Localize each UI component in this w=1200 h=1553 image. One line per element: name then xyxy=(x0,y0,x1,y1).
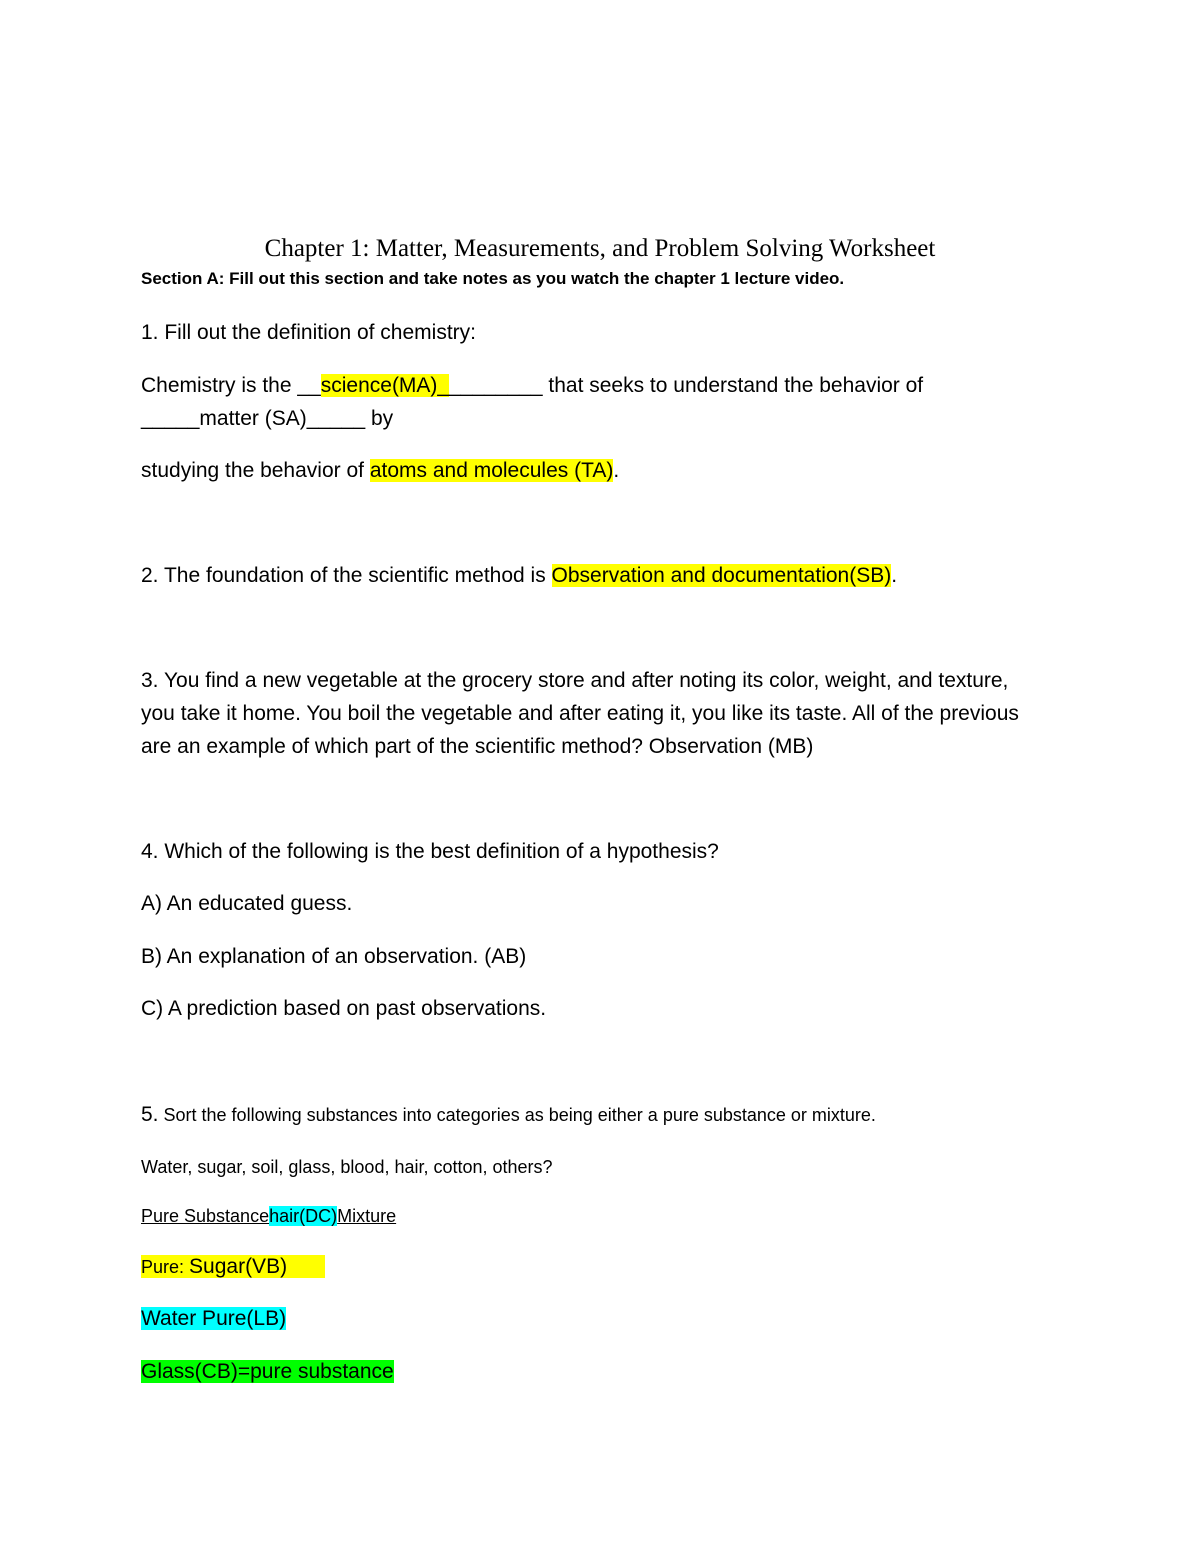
q2-post: . xyxy=(891,564,898,587)
q5-pure-highlight xyxy=(141,1255,325,1278)
q5-glass-row xyxy=(141,1359,394,1385)
q4-option-b: B) An explanation of an observation. (AB) xyxy=(141,945,527,968)
q1-answer-science: science(MA)_ xyxy=(320,374,450,397)
q4-option-c: C) A prediction based on past observations. xyxy=(141,997,547,1020)
q5-number: 5. xyxy=(141,1103,159,1126)
q5-pure-answer: Sugar(VB) xyxy=(189,1255,288,1278)
q5-header-pure: Pure Substance xyxy=(141,1206,270,1226)
q1-prompt: 1. Fill out the definition of chemistry: xyxy=(141,321,476,344)
q4-option-a: A) An educated guess. xyxy=(141,892,353,915)
q5-pure-label: Pure: xyxy=(141,1257,190,1277)
q4-prompt: 4. Which of the following is the best definition of a hypothesis? xyxy=(141,840,719,863)
q2-pre: 2. The foundation of the scientific method is xyxy=(141,564,552,587)
q5-header-mixture: Mixture xyxy=(337,1206,397,1226)
q1-line-2: _____matter (SA)_____ by xyxy=(141,407,394,430)
q5-prompt-line xyxy=(141,1102,876,1128)
section-a-instructions: Section A: Fill out this section and take notes as you watch the chapter 1 lecture video. xyxy=(141,269,845,288)
q5-glass-answer: Glass(CB)=pure substance xyxy=(141,1360,394,1383)
q5-substance-list: Water, sugar, soil, glass, blood, hair, cotton, others? xyxy=(141,1157,553,1177)
q1-line3-post: . xyxy=(613,459,620,482)
q5-pure-row xyxy=(141,1254,325,1280)
q3-line-3: are an example of which part of the scientific method? Observation (MB) xyxy=(141,735,814,758)
q2-line xyxy=(141,563,897,589)
page-title: Chapter 1: Matter, Measurements, and Problem Solving Worksheet xyxy=(264,235,936,262)
q1-line3-pre: studying the behavior of xyxy=(141,459,370,482)
q5-prompt: Sort the following substances into categories as being either a pure substance or mixture. xyxy=(158,1105,876,1125)
q1-line-1 xyxy=(141,373,923,399)
q2-answer: Observation and documentation(SB) xyxy=(551,564,892,587)
q5-category-header xyxy=(141,1203,396,1229)
q1-line1-pre: Chemistry is the __ xyxy=(141,374,321,397)
q5-water-row xyxy=(141,1306,286,1332)
q3-line-2: you take it home. You boil the vegetable and after eating it, you like its taste. All of the previous xyxy=(141,702,1019,725)
q1-line1-post: ________ that seeks to understand the behavior of xyxy=(449,374,924,397)
q5-header-answer: hair(DC) xyxy=(269,1206,338,1226)
q3-line-1: 3. You find a new vegetable at the grocery store and after noting its color, weight, and texture, xyxy=(141,669,1009,692)
q5-water-answer: Water Pure(LB) xyxy=(141,1307,287,1330)
q1-line-3 xyxy=(141,458,619,484)
q1-answer-atoms: atoms and molecules (TA) xyxy=(369,459,614,482)
